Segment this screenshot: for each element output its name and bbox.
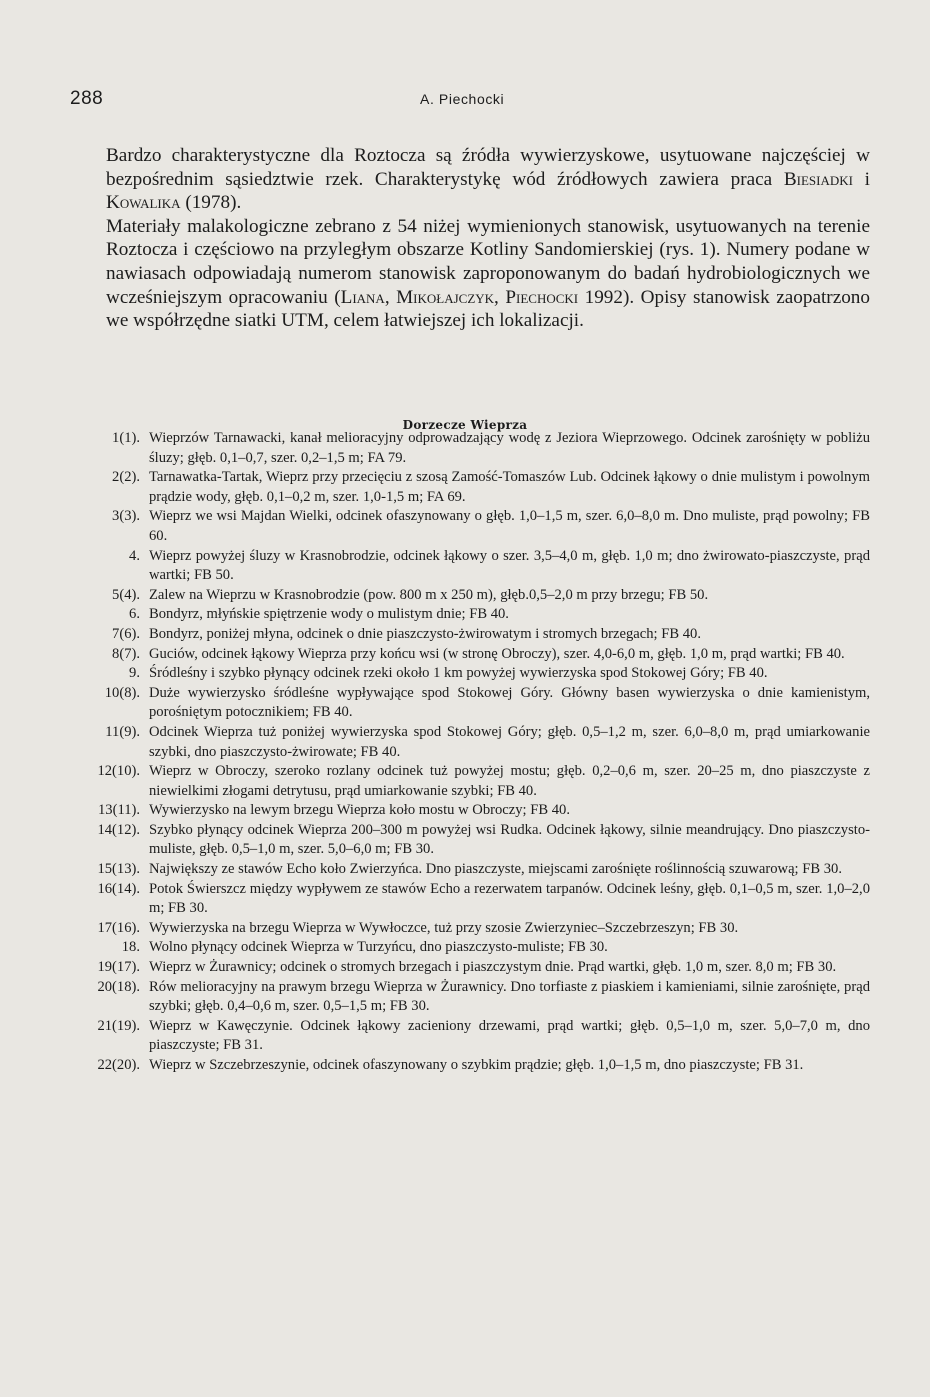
station-entry [70, 468, 870, 507]
station-entry [70, 664, 870, 684]
station-description: Wolno płynący odcinek Wieprza w Turzyńcu, dno piaszczysto-muliste; FB 30. [149, 939, 608, 956]
station-entry [70, 507, 870, 546]
station-entry [70, 880, 870, 919]
station-description: Rów melioracyjny na prawym brzegu Wieprza w Żurawnicy. Dno torfiaste z piaskiem i kamieniami, silnie zarośnięte, prąd szybki; głęb. 0,4–0,6 m, szer. 0,5–1,5 m; FB 30. [149, 978, 870, 1015]
running-head-author: A. Piechocki [420, 91, 505, 107]
station-number: 4. [129, 547, 140, 564]
station-description: Wieprz w Kawęczynie. Odcinek łąkowy zacieniony drzewami, prąd wartki; głęb. 0,5–1,0 m, szer. 5,0–7,0 m, dno piaszczyste; FB 31. [149, 1017, 870, 1054]
section-title: Dorzecze Wieprza [402, 418, 528, 432]
citation-author-2: Kowalika [106, 192, 181, 214]
station-number: 8(7). [112, 645, 140, 662]
station-number: 11(9). [105, 723, 140, 740]
station-entry [70, 547, 870, 586]
station-description: Wieprz w Szczebrzeszynie, odcinek ofaszynowany o szybkim prądzie; głęb. 1,0–1,5 m, dno piaszczyste; FB 31. [149, 1057, 804, 1073]
station-entry [70, 860, 870, 880]
station-entry [70, 978, 870, 1017]
station-number: 12(10). [97, 763, 140, 780]
station-entry [70, 684, 870, 723]
station-entry [70, 958, 870, 978]
station-number: 14(12). [97, 821, 140, 838]
page-number: 288 [70, 88, 104, 109]
station-number: 10(8). [104, 684, 140, 701]
station-number: 20(18). [97, 978, 140, 995]
station-description: Wywierzyska na brzegu Wieprza w Wywłoczce, tuż przy szosie Zwierzyniec–Szczebrzeszyn; FB 30. [149, 919, 739, 936]
intro-p2-text-a: Materiały malakologiczne zebrano z 54 niżej wymienionych stanowisk, usytuowanych na terenie Roztocza i częściowo na przyległym obszarze Kotliny Sandomierskiej (rys. 1). Numery podane w nawiasach odpowiadają numerom stanowisk zaproponowanym do badań hydrobiologicznych we wcześniejszym opracowaniu ( [106, 215, 870, 308]
station-entry [70, 605, 870, 625]
station-entry [70, 1017, 870, 1056]
station-number: 15(13). [97, 861, 140, 878]
station-description: Szybko płynący odcinek Wieprza 200–300 m powyżej wsi Rudka. Odcinek łąkowy, silnie meandrujący. Dno piaszczysto-muliste, głęb. 0,5–1,0 m, szer. 5,0–6,0 m; FB 30. [149, 821, 870, 858]
station-description: Wieprzów Tarnawacki, kanał melioracyjny odprowadzający wodę z Jeziora Wieprzowego. Odcinek zarośnięty w pobliżu śluzy; głęb. 0,1–0,7, szer. 0,2–1,5 m; FA 79. [149, 430, 870, 466]
station-description: Bondyrz, młyńskie spiętrzenie wody o mulistym dnie; FB 40. [149, 606, 509, 623]
station-description: Tarnawatka-Tartak, Wieprz przy przecięciu z szosą Zamość-Tomaszów Lub. Odcinek łąkowy o dnie mulistym i powolnym prądzie wody, głęb. 0,1–0,2 m, szer. 1,0-1,5 m; FA 69. [149, 469, 870, 505]
station-number: 19(17). [97, 959, 140, 976]
station-description: Wywierzysko na lewym brzegu Wieprza koło mostu w Obroczy; FB 40. [149, 802, 570, 819]
station-entry [70, 586, 870, 606]
station-entry [70, 645, 870, 665]
page-header [70, 88, 866, 114]
station-number: 21(19). [97, 1017, 140, 1034]
station-number: 17(16). [97, 919, 140, 936]
station-description: Potok Świerszcz między wypływem ze stawów Echo a rezerwatem tarpanów. Odcinek leśny, głęb. 0,1–0,5 m, szer. 1,0–2,0 m; FB 30. [149, 880, 870, 917]
intro-text [106, 144, 870, 333]
station-description: Guciów, odcinek łąkowy Wieprza przy końcu wsi (w stronę Obroczy), szer. 4,0-6,0 m, głęb. 1,0 m, prąd wartki; FB 40. [149, 645, 845, 662]
station-number: 7(6). [112, 625, 140, 642]
intro-p1-text-c: (1978). [180, 192, 242, 214]
station-number: 9. [129, 665, 140, 682]
station-number: 5(4). [112, 586, 140, 603]
station-description: Duże wywierzysko śródleśne wypływające spod Stokowej Góry. Główny basen wywierzyska o dnie kamienistym, porośniętym potocznikiem; FB 40. [149, 684, 870, 721]
station-description: Zalew na Wieprzu w Krasnobrodzie (pow. 800 m x 250 m), głęb.0,5–2,0 m przy brzegu; FB 50. [149, 586, 709, 603]
station-entry [70, 938, 870, 958]
station-description: Największy ze stawów Echo koło Zwierzyńca. Dno piaszczyste, miejscami zarośnięte roślinnością szuwarową; FB 30. [149, 861, 842, 878]
station-entry [70, 801, 870, 821]
station-entry [70, 762, 870, 801]
station-entry [70, 429, 870, 468]
station-number: 1(1). [112, 430, 140, 446]
station-number: 2(2). [112, 469, 140, 486]
station-number: 18. [121, 939, 140, 956]
citation-author-1: Biesiadki [783, 168, 853, 190]
station-description: Wieprz w Obroczy, szeroko rozlany odcinek tuż powyżej mostu; głęb. 0,2–0,6 m, szer. 20–25 m, dno piaszczyste z niewielkimi złogami detrytusu, prąd umiarkowanie szybki; FB 40. [149, 763, 870, 799]
station-entry [70, 723, 870, 762]
station-list [70, 429, 870, 1076]
station-number: 6. [129, 606, 140, 623]
station-entry [70, 625, 870, 645]
citation-authors-3: Liana, Mikołajczyk, Piechocki [340, 286, 579, 308]
intro-paragraph-2 [106, 215, 870, 333]
intro-p1-text-a: Bardzo charakterystyczne dla Roztocza są źródła wywierzyskowe, usytuowane najczęściej w bezpośrednim sąsiedztwie rzek. Charakterystykę wód źródłowych zawiera praca [106, 145, 870, 190]
station-description: Śródleśny i szybko płynący odcinek rzeki około 1 km powyżej wywierzyska spod Stokowej Góry; FB 40. [149, 665, 768, 682]
station-description: Wieprz powyżej śluzy w Krasnobrodzie, odcinek łąkowy o szer. 3,5–4,0 m, głęb. 1,0 m; dno żwirowato-piaszczyste, prąd wartki; FB 50. [149, 547, 870, 584]
station-number: 22(20). [97, 1057, 140, 1073]
intro-p2-text-b: 1992). Opisy stanowisk zaopatrzono we współrzędne siatki UTM, celem łatwiejszej ich lokalizacji. [106, 286, 870, 332]
station-entry [70, 919, 870, 939]
station-description: Wieprz w Żurawnicy; odcinek o stromych brzegach i piaszczystym dnie. Prąd wartki, głęb. 1,0 m, szer. 8,0 m; FB 30. [149, 959, 837, 976]
station-entry [70, 821, 870, 860]
station-number: 13(11). [97, 802, 140, 819]
station-description: Bondyrz, poniżej młyna, odcinek o dnie piaszczysto-żwirowatym i stromych brzegach; FB 40. [149, 625, 701, 642]
station-number: 16(14). [97, 880, 140, 897]
station-description: Odcinek Wieprza tuż poniżej wywierzyska spod Stokowej Góry; głęb. 0,5–1,2 m, szer. 6,0–8,0 m, prąd umiarkowanie szybki, dno piaszczysto-żwirowate; FB 40. [149, 723, 870, 760]
station-description: Wieprz we wsi Majdan Wielki, odcinek ofaszynowany o głęb. 1,0–1,5 m, szer. 6,0–8,0 m. Dno muliste, prąd powolny; FB 60. [149, 508, 870, 544]
intro-paragraph-1 [106, 144, 870, 215]
station-entry [70, 1056, 870, 1076]
station-number: 3(3). [112, 508, 140, 525]
intro-p1-text-b: i [852, 168, 870, 190]
